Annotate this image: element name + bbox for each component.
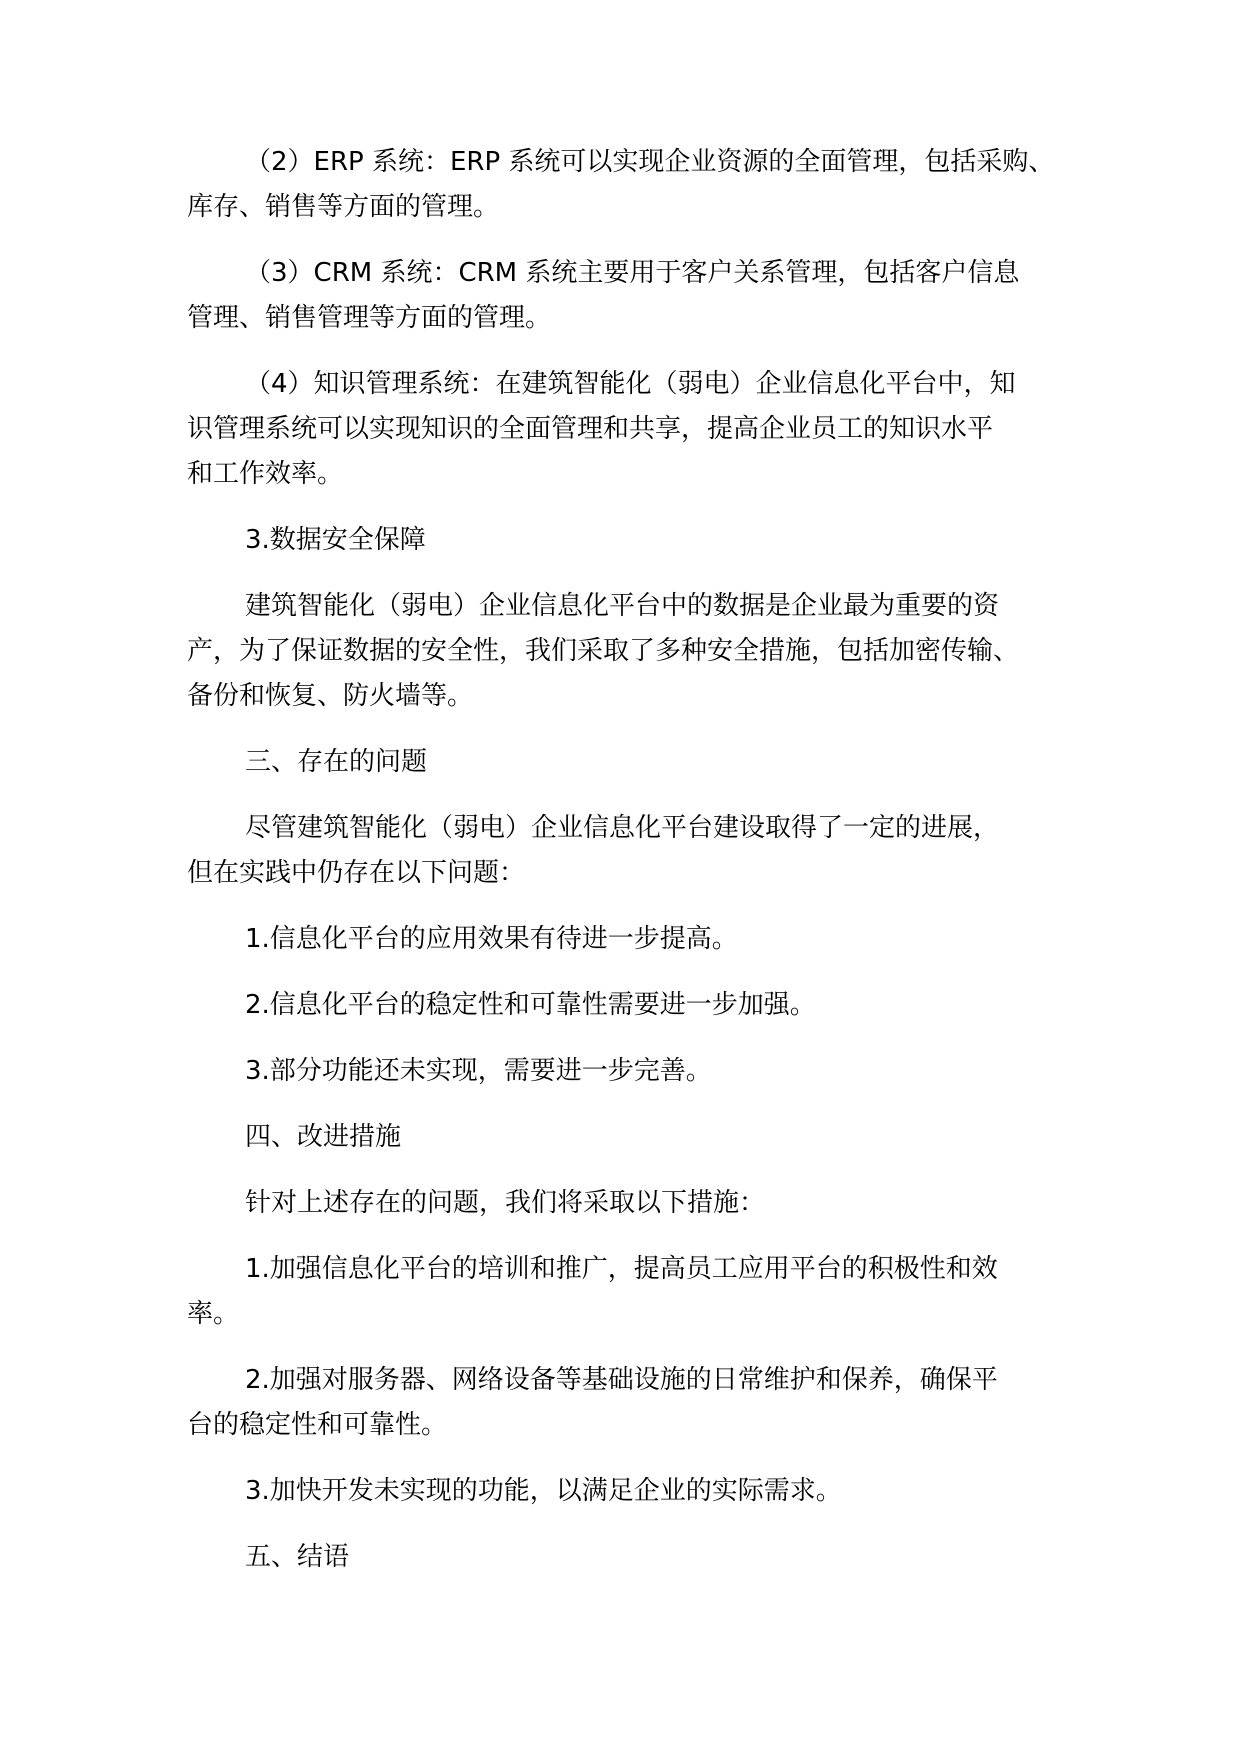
paragraph-line: 3.加快开发未实现的功能，以满足企业的实际需求。: [245, 1476, 842, 1506]
paragraph-line: 率。: [187, 1299, 240, 1329]
paragraph-line: 1.信息化平台的应用效果有待进一步提高。: [245, 924, 738, 954]
paragraph-line: 库存、销售等方面的管理。: [187, 192, 500, 222]
list-item-measure-2: [187, 1358, 1067, 1448]
paragraph-line: 产，为了保证数据的安全性，我们采取了多种安全措施，包括加密传输、: [187, 636, 1020, 666]
paragraph-problems-intro: [187, 806, 1067, 896]
paragraph-line: 三、存在的问题: [245, 747, 428, 777]
paragraph-line: 识管理系统可以实现知识的全面管理和共享，提高企业员工的知识水平: [187, 414, 994, 444]
list-item-measure-1: [187, 1247, 1067, 1337]
paragraph-line: 备份和恢复、防火墙等。: [187, 681, 474, 711]
paragraph-line: 四、改进措施: [245, 1122, 402, 1152]
paragraph-line: 3.数据安全保障: [245, 525, 426, 555]
paragraph-line: 针对上述存在的问题，我们将采取以下措施：: [245, 1188, 766, 1218]
paragraph-line: 3.部分功能还未实现，需要进一步完善。: [245, 1056, 712, 1086]
paragraph-line: 2.信息化平台的稳定性和可靠性需要进一步加强。: [245, 990, 816, 1020]
paragraph-line: 但在实践中仍存在以下问题：: [187, 858, 526, 888]
paragraph-line: 五、结语: [245, 1542, 350, 1572]
paragraph-line: （3）CRM 系统：CRM 系统主要用于客户关系管理，包括客户信息: [245, 258, 1020, 288]
document-page: [187, 140, 1067, 1601]
paragraph-erp-system: [187, 140, 1067, 230]
paragraph-line: 尽管建筑智能化（弱电）企业信息化平台建设取得了一定的进展，: [245, 813, 1000, 843]
list-item-problem-1: [187, 917, 1067, 962]
paragraph-line: 和工作效率。: [187, 459, 344, 489]
list-item-problem-3: [187, 1049, 1067, 1094]
heading-conclusion: [187, 1535, 1067, 1580]
paragraph-data-security: [187, 584, 1067, 719]
heading-improvement-measures: [187, 1115, 1067, 1160]
heading-existing-problems: [187, 740, 1067, 785]
paragraph-line: 管理、销售管理等方面的管理。: [187, 303, 552, 333]
paragraph-crm-system: [187, 251, 1067, 341]
list-item-problem-2: [187, 983, 1067, 1028]
paragraph-line: 1.加强信息化平台的培训和推广，提高员工应用平台的积极性和效: [245, 1254, 998, 1284]
paragraph-line: （4）知识管理系统：在建筑智能化（弱电）企业信息化平台中，知: [245, 369, 1016, 399]
paragraph-line: （2）ERP 系统：ERP 系统可以实现企业资源的全面管理，包括采购、: [245, 147, 1055, 177]
paragraph-measures-intro: [187, 1181, 1067, 1226]
paragraph-knowledge-system: [187, 362, 1067, 497]
heading-data-security: [187, 518, 1067, 563]
paragraph-line: 建筑智能化（弱电）企业信息化平台中的数据是企业最为重要的资: [245, 591, 1000, 621]
paragraph-line: 2.加强对服务器、网络设备等基础设施的日常维护和保养，确保平: [245, 1365, 998, 1395]
list-item-measure-3: [187, 1469, 1067, 1514]
paragraph-line: 台的稳定性和可靠性。: [187, 1410, 448, 1440]
